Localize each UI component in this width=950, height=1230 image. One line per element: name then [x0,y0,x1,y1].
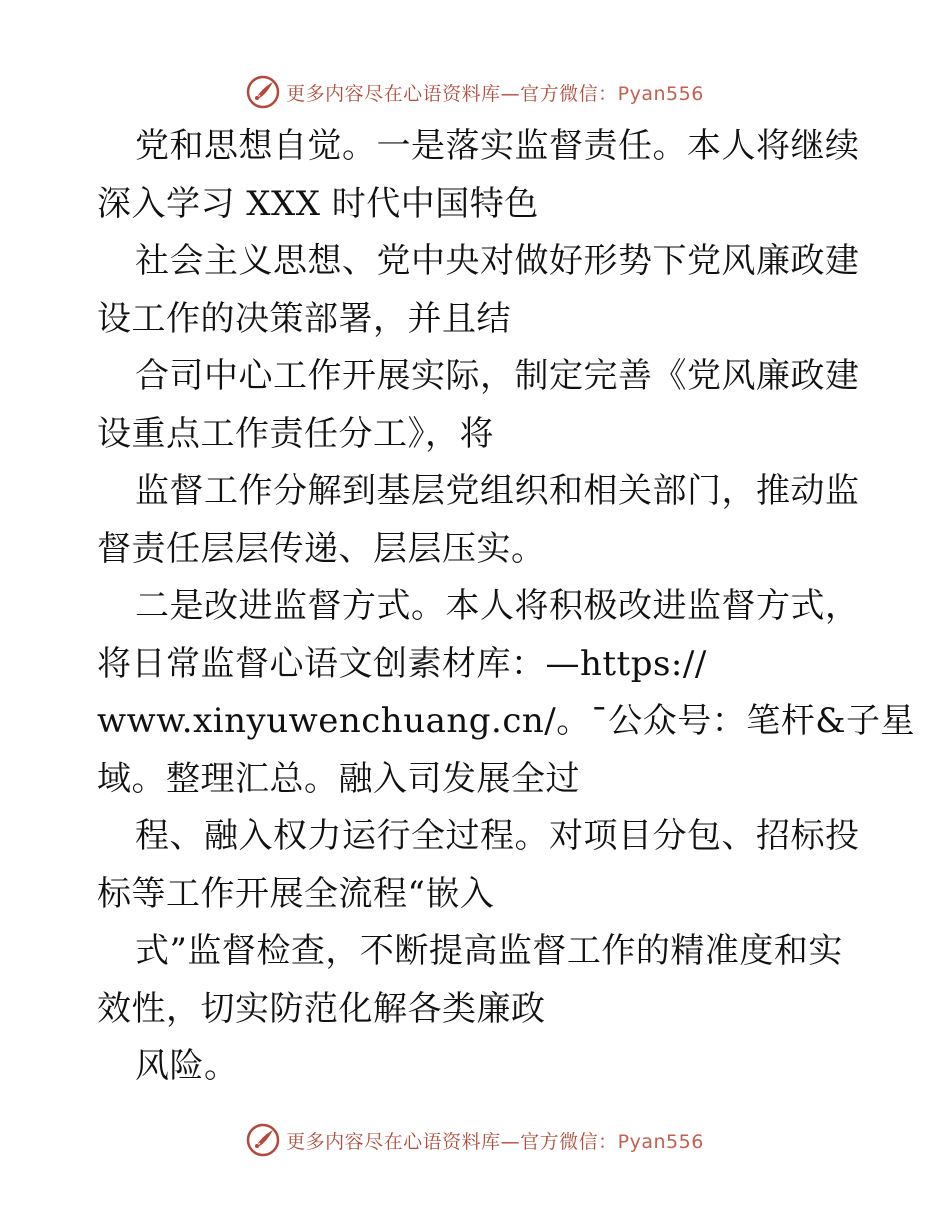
body-line: 标等工作开展全流程“嵌入 [97,873,495,914]
body-line: 域。整理汇总。融入司发展全过 [97,758,580,799]
body-line: 将日常监督心语文创素材库：—https:// [97,643,707,684]
body-line: 合司中心工作开展实际，制定完善《党风廉政建 [135,356,860,396]
footer-banner-text: 更多内容尽在心语资料库—官方微信：Pyan556 [286,1130,704,1153]
body-line: 二是改进监督方式。本人将积极改进监督方式， [135,586,860,626]
body-line: 式”监督检查，不断提高监督工作的精准度和实 [135,931,843,971]
body-line: 督责任层层传递、层层压实。 [97,528,546,569]
body-line: 社会主义思想、党中央对做好形势下党风廉政建 [135,241,860,281]
quill-pen-logo-icon [246,75,280,109]
footer-banner [0,1120,950,1160]
body-line: www.xinyuwenchuang.cn/。¯公众号：笔杆&子星 [97,701,915,741]
header-banner-handle: Pyan556 [617,82,704,105]
quill-pen-logo-icon [246,1123,280,1157]
body-line: 设工作的决策部署，并且结 [97,298,511,339]
header-banner-text: 更多内容尽在心语资料库—官方微信：Pyan556 [286,82,704,105]
body-line: 风险。 [135,1046,239,1086]
body-line: 监督工作分解到基层党组织和相关部门，推动监 [135,471,860,511]
header-banner [0,72,950,112]
document-body [97,118,915,1096]
body-line: 程、融入权力运行全过程。对项目分包、招标投 [135,816,860,856]
body-line: 深入学习 XXX 时代中国特色 [97,183,539,224]
body-line: 效性，切实防范化解各类廉政 [97,988,546,1029]
body-line: 党和思想自觉。一是落实监督责任。本人将继续 [135,126,860,166]
footer-banner-handle: Pyan556 [617,1130,704,1153]
body-line: 设重点工作责任分工》，将 [97,413,494,454]
